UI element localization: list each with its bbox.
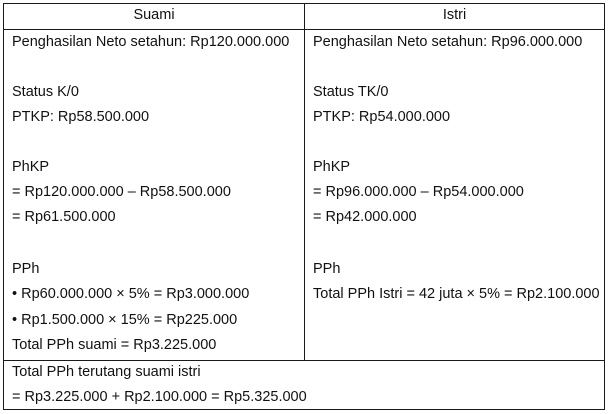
istri-phkp-label: PhKP xyxy=(313,159,351,175)
istri-phkp-calc: = Rp96.000.000 – Rp54.000.000 xyxy=(313,184,524,200)
istri-column xyxy=(313,30,603,360)
suami-penghasilan: Penghasilan Neto setahun: Rp120.000.000 xyxy=(12,34,290,50)
suami-phkp-label: PhKP xyxy=(12,159,50,175)
footer-label: Total PPh terutang suami istri xyxy=(12,364,201,380)
suami-column xyxy=(12,30,302,360)
suami-pph-item: • Rp1.500.000 × 15% = Rp225.000 xyxy=(12,312,238,328)
istri-phkp-result: = Rp42.000.000 xyxy=(313,209,417,225)
header-istri: Istri xyxy=(442,7,467,23)
istri-ptkp: PTKP: Rp54.000.000 xyxy=(313,109,451,125)
suami-ptkp: PTKP: Rp58.500.000 xyxy=(12,109,150,125)
footer-calc: = Rp3.225.000 + Rp2.100.000 = Rp5.325.000 xyxy=(12,389,307,405)
suami-pph-item: • Rp60.000.000 × 5% = Rp3.000.000 xyxy=(12,286,250,302)
header-suami: Suami xyxy=(133,7,175,23)
suami-phkp-result: = Rp61.500.000 xyxy=(12,209,116,225)
total-footer-row xyxy=(4,360,604,410)
suami-pph-total: Total PPh suami = Rp3.225.000 xyxy=(12,337,217,353)
istri-status: Status TK/0 xyxy=(313,84,389,100)
istri-pph-total: Total PPh Istri = 42 juta × 5% = Rp2.100.000 xyxy=(313,286,600,302)
suami-pph-label: PPh xyxy=(12,261,40,277)
suami-phkp-calc: = Rp120.000.000 – Rp58.500.000 xyxy=(12,184,231,200)
column-divider xyxy=(304,4,305,360)
suami-status: Status K/0 xyxy=(12,84,79,100)
istri-penghasilan: Penghasilan Neto setahun: Rp96.000.000 xyxy=(313,34,583,50)
istri-pph-label: PPh xyxy=(313,261,341,277)
tax-calculation-table xyxy=(3,3,605,410)
